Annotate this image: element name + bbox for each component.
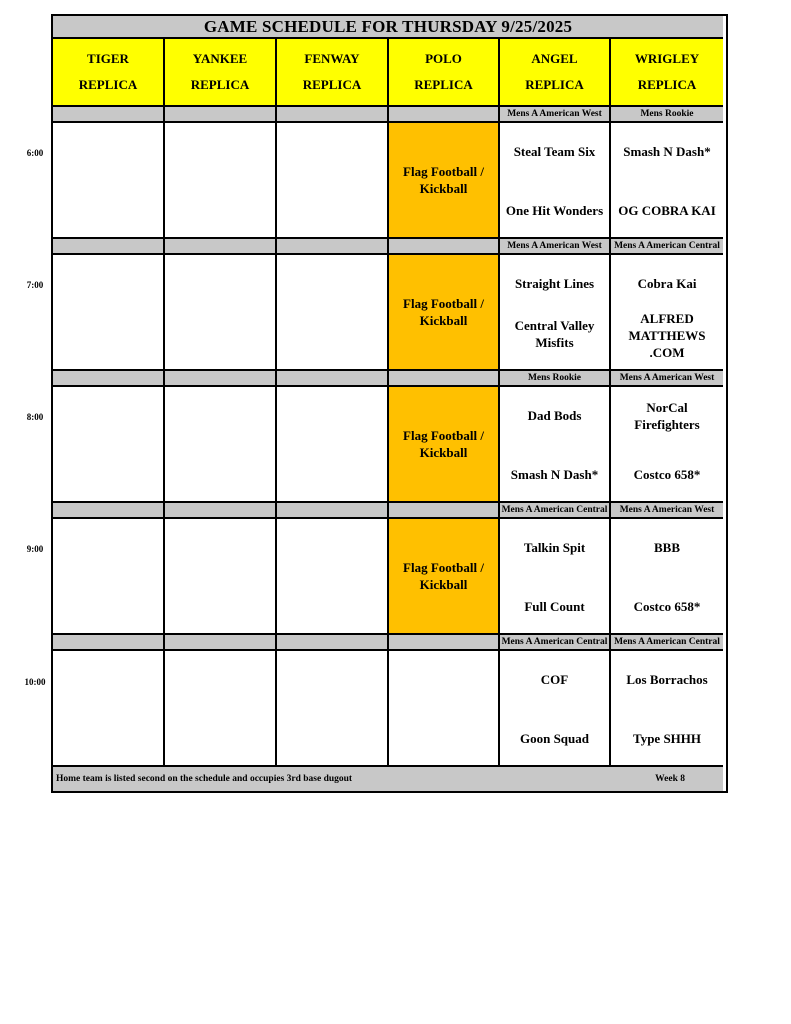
home-team: Goon Squad xyxy=(519,731,589,746)
empty-slot xyxy=(277,387,389,503)
game-slot-wrigley xyxy=(611,519,723,635)
empty-slot xyxy=(277,255,389,371)
empty-slot xyxy=(165,387,277,503)
flag-label: Flag Football / Kickball xyxy=(403,428,484,460)
field-header-wrigley xyxy=(611,39,723,107)
division-band-wrigley: Mens A American Central xyxy=(611,239,723,255)
flag-label: Flag Football / Kickball xyxy=(403,296,484,328)
home-team: Type SHHH xyxy=(632,731,702,746)
empty-slot xyxy=(165,255,277,371)
flag-label: Flag Football / Kickball xyxy=(403,164,484,196)
empty-slot xyxy=(53,519,165,635)
empty-slot xyxy=(53,123,165,239)
division-band-empty xyxy=(165,239,277,255)
empty-slot xyxy=(277,651,389,767)
schedule-footer xyxy=(53,767,723,791)
schedule-table xyxy=(51,14,728,793)
division-band-angel: Mens A American Central xyxy=(500,503,611,519)
division-band-empty xyxy=(277,503,389,519)
field-name: ANGEL xyxy=(531,51,578,66)
flag-label: Flag Football / Kickball xyxy=(403,560,484,592)
game-slot-angel xyxy=(500,387,611,503)
flag-football-slot xyxy=(389,387,500,503)
away-team: Los Borrachos xyxy=(626,672,708,687)
home-team: One Hit Wonders xyxy=(505,203,604,218)
division-band-empty xyxy=(389,635,500,651)
away-team: Dad Bods xyxy=(527,408,582,423)
field-sub: REPLICA xyxy=(525,77,584,92)
division-band-empty xyxy=(165,503,277,519)
division-band-angel: Mens A American West xyxy=(500,107,611,123)
division-band-empty xyxy=(165,107,277,123)
division-band-empty xyxy=(389,371,500,387)
flag-football-slot xyxy=(389,519,500,635)
home-team: Full Count xyxy=(524,599,585,614)
field-name: YANKEE xyxy=(192,51,248,66)
home-team: Costco 658* xyxy=(633,599,701,614)
game-slot-angel xyxy=(500,651,611,767)
away-team: BBB xyxy=(653,540,680,555)
away-team: Steal Team Six xyxy=(513,144,596,159)
division-band-wrigley: Mens A American West xyxy=(611,371,723,387)
game-slot-wrigley xyxy=(611,651,723,767)
time-label: 10:00 xyxy=(24,677,46,687)
empty-slot xyxy=(277,123,389,239)
field-sub: REPLICA xyxy=(637,77,697,92)
division-band-empty xyxy=(277,107,389,123)
empty-slot xyxy=(165,123,277,239)
division-band-angel: Mens Rookie xyxy=(500,371,611,387)
away-team: Talkin Spit xyxy=(523,540,586,555)
field-sub: REPLICA xyxy=(190,77,250,92)
division-band-empty xyxy=(53,371,165,387)
field-header-yankee xyxy=(165,39,277,107)
empty-slot xyxy=(165,519,277,635)
game-slot-angel xyxy=(500,255,611,371)
field-sub: REPLICA xyxy=(302,77,362,92)
division-band-empty xyxy=(389,239,500,255)
field-name: TIGER xyxy=(87,51,129,66)
away-team: Cobra Kai xyxy=(637,276,697,291)
home-team: Smash N Dash* xyxy=(510,467,599,482)
home-team: ALFRED MATTHEWS .COM xyxy=(628,311,706,360)
division-band-empty xyxy=(277,239,389,255)
empty-slot xyxy=(165,651,277,767)
empty-slot xyxy=(53,651,165,767)
division-band-angel: Mens A American Central xyxy=(500,635,611,651)
away-team: Smash N Dash* xyxy=(623,144,711,159)
division-band-empty xyxy=(277,635,389,651)
division-band-empty xyxy=(53,107,165,123)
time-label: 6:00 xyxy=(26,148,44,158)
division-band-empty xyxy=(53,503,165,519)
time-label: 8:00 xyxy=(26,412,44,422)
home-team-note: Home team is listed second on the schedule and occupies 3rd base dugout xyxy=(56,774,353,784)
division-band-empty xyxy=(389,503,500,519)
field-header-tiger xyxy=(53,39,165,107)
division-band-empty xyxy=(53,239,165,255)
division-band-empty xyxy=(277,371,389,387)
game-slot-wrigley xyxy=(611,255,723,371)
field-name: FENWAY xyxy=(304,51,360,66)
home-team: Central Valley Misfits xyxy=(514,318,595,350)
division-band-angel: Mens A American West xyxy=(500,239,611,255)
game-slot-wrigley xyxy=(611,387,723,503)
home-team: OG COBRA KAI xyxy=(618,203,716,218)
division-band-wrigley: Mens A American Central xyxy=(611,635,723,651)
empty-slot xyxy=(53,387,165,503)
home-team: Costco 658* xyxy=(633,467,701,482)
field-header-fenway xyxy=(277,39,389,107)
division-band-empty xyxy=(165,635,277,651)
field-name: POLO xyxy=(425,51,462,66)
field-sub: REPLICA xyxy=(78,77,138,92)
empty-slot xyxy=(277,519,389,635)
empty-slot xyxy=(53,255,165,371)
flag-football-slot xyxy=(389,123,500,239)
division-band-wrigley: Mens Rookie xyxy=(611,107,723,123)
time-label: 7:00 xyxy=(26,280,44,290)
division-band-empty xyxy=(389,107,500,123)
away-team: NorCal Firefighters xyxy=(634,400,700,432)
field-sub: REPLICA xyxy=(414,77,473,92)
away-team: COF xyxy=(540,672,569,687)
flag-football-slot xyxy=(389,255,500,371)
division-band-empty xyxy=(53,635,165,651)
empty-slot xyxy=(389,651,500,767)
schedule-title: GAME SCHEDULE FOR THURSDAY 9/25/2025 xyxy=(53,16,723,39)
time-label: 9:00 xyxy=(26,544,44,554)
field-header-polo xyxy=(389,39,500,107)
game-slot-wrigley xyxy=(611,123,723,239)
away-team: Straight Lines xyxy=(514,276,595,291)
division-band-empty xyxy=(165,371,277,387)
game-slot-angel xyxy=(500,519,611,635)
game-slot-angel xyxy=(500,123,611,239)
field-header-angel xyxy=(500,39,611,107)
field-name: WRIGLEY xyxy=(634,51,700,66)
division-band-wrigley: Mens A American West xyxy=(611,503,723,519)
week-label: Week 8 xyxy=(655,774,685,784)
